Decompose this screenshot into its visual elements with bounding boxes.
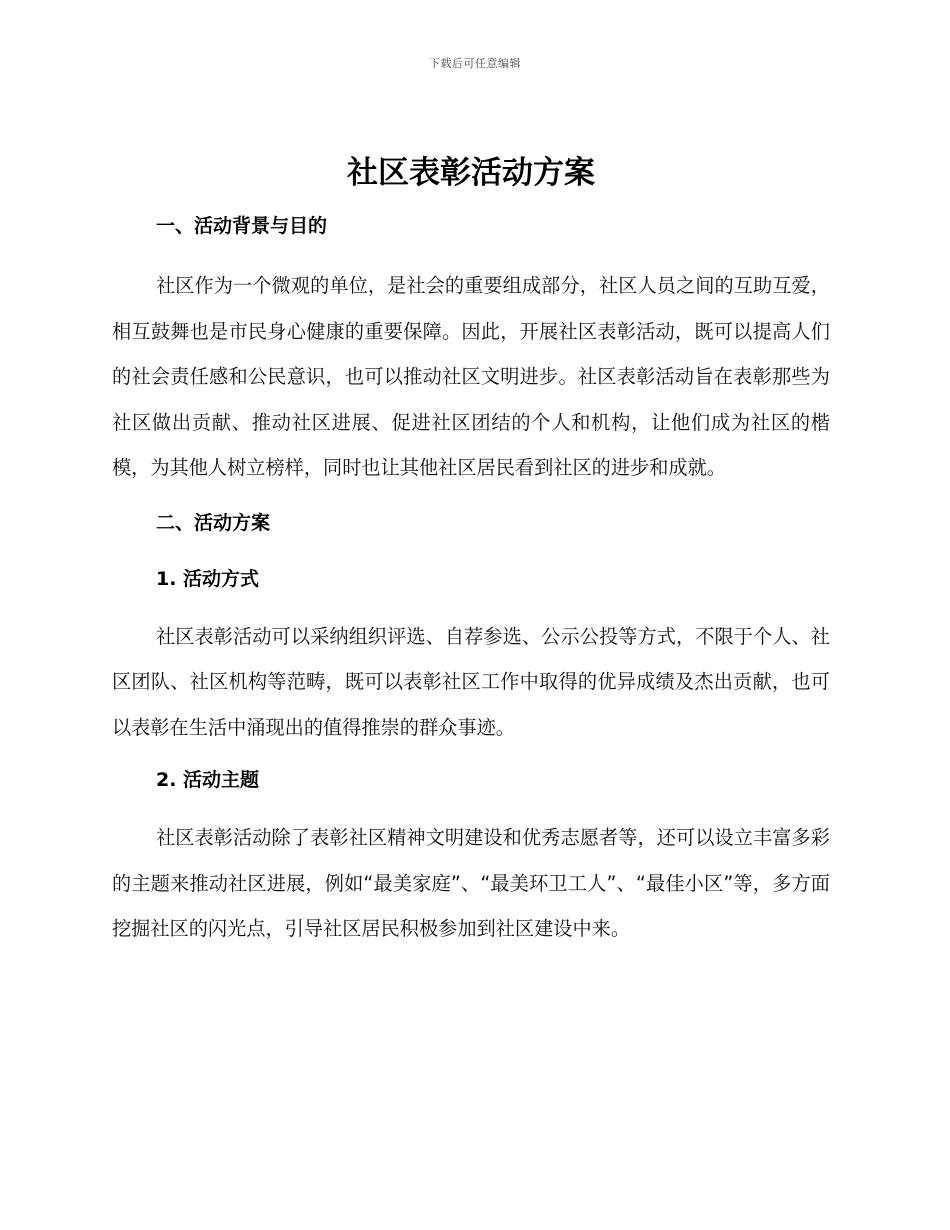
paragraph-theme: 社区表彰活动除了表彰社区精神文明建设和优秀志愿者等，还可以设立丰富多彩的主题来推动社区进展，例如“最美家庭”、“最美环卫工人”、“最佳小区”等，多方面挖掘社区的闪光点，引导社区居民积极参加到社区建设中来。	[112, 826, 830, 940]
section-heading-background: 一、活动背景与目的	[156, 215, 328, 237]
section-heading-plan: 二、活动方案	[156, 511, 271, 534]
page-header-note: 下载后可任意编辑	[429, 57, 521, 70]
paragraph-background: 社区作为一个微观的单位，是社会的重要组成部分，社区人员之间的互助互爱，相互鼓舞也是市民身心健康的重要保障。因此，开展社区表彰活动，既可以提高人们的社会责任感和公民意识，也可以推动社区文明进步。社区表彰活动旨在表彰那些为社区做出贡献、推动社区进展、促进社区团结的个人和机构，让他们成为社区的楷模，为其他人树立榜样，同时也让其他社区居民看到社区的进步和成就。	[112, 274, 830, 479]
document-title: 社区表彰活动方案	[347, 155, 595, 191]
document-body	[112, 148, 830, 952]
paragraph-method: 社区表彰活动可以采纳组织评选、自荐参选、公示公投等方式，不限于个人、社区团队、社区机构等范畴，既可以表彰社区工作中取得的优异成绩及杰出贡献，也可以表彰在生活中涌现出的值得推崇的群众事迹。	[112, 624, 830, 739]
subsection-heading-method: 1. 活动方式	[156, 567, 260, 590]
subsection-heading-theme: 2. 活动主题	[156, 769, 260, 791]
